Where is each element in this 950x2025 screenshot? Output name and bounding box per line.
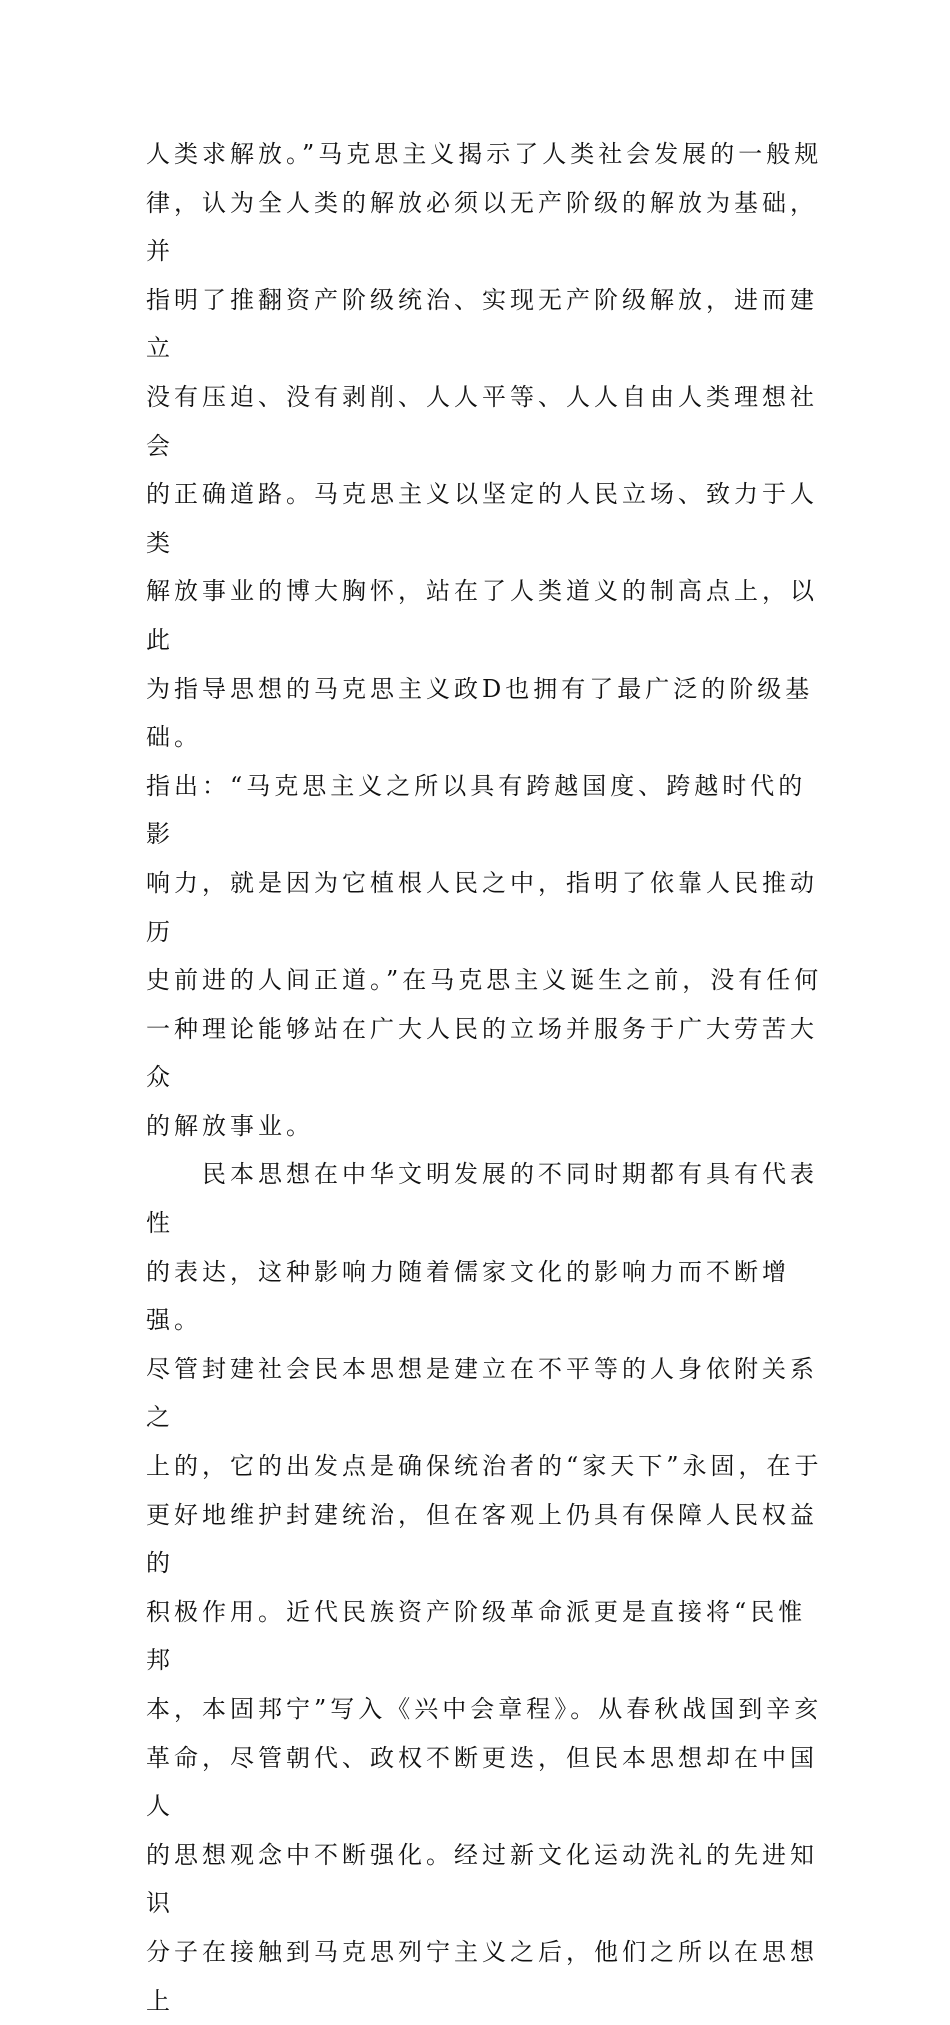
paragraph-1: 人类求解放。”马克思主义揭示了人类社会发展的一般规 律，认为全人类的解放必须以无产阶级的解放为基础，并 指明了推翻资产阶级统治、实现无产阶级解放，进而建立 没有压迫、没有剥削、人人平等、人人自由人类理想社会 的正确道路。马克思主义以坚定的人民立场、致力于人类 解放事业的博大胸怀，站在了人类道义的制高点上，以此 为指导思想的马克思主义政D也拥有了最广泛的阶级基础。 指出：“马克思主义之所以具有跨越国度、跨越时代的影 响力，就是因为它植根人民之中，指明了依靠人民推动历 史前进的人间正道。”在马克思主义诞生之前，没有任何 一种理论能够站在广大人民的立场并服务于广大劳苦大众 的解放事业。 xyxy=(146,140,823,1140)
paragraph-2: 民本思想在中华文明发展的不同时期都有具有代表性 的表达，这种影响力随着儒家文化的影响力而不断增强。 尽管封建社会民本思想是建立在不平等的人身依附关系之 上的，它的出发点是确保统治者的“家天下”永固，在于 更好地维护封建统治，但在客观上仍具有保障人民权益的 积极作用。近代民族资产阶级革命派更是直接将“民惟邦 本，本固邦宁”写入《兴中会章程》。从春秋战国到辛亥 革命，尽管朝代、政权不断更迭，但民本思想却在中国人 的思想观念中不断强化。经过新文化运动洗礼的先进知识 分子在接触到马克思列宁主义之后，他们之所以在思想上 xyxy=(146,1160,823,2015)
body-text xyxy=(146,130,826,2025)
